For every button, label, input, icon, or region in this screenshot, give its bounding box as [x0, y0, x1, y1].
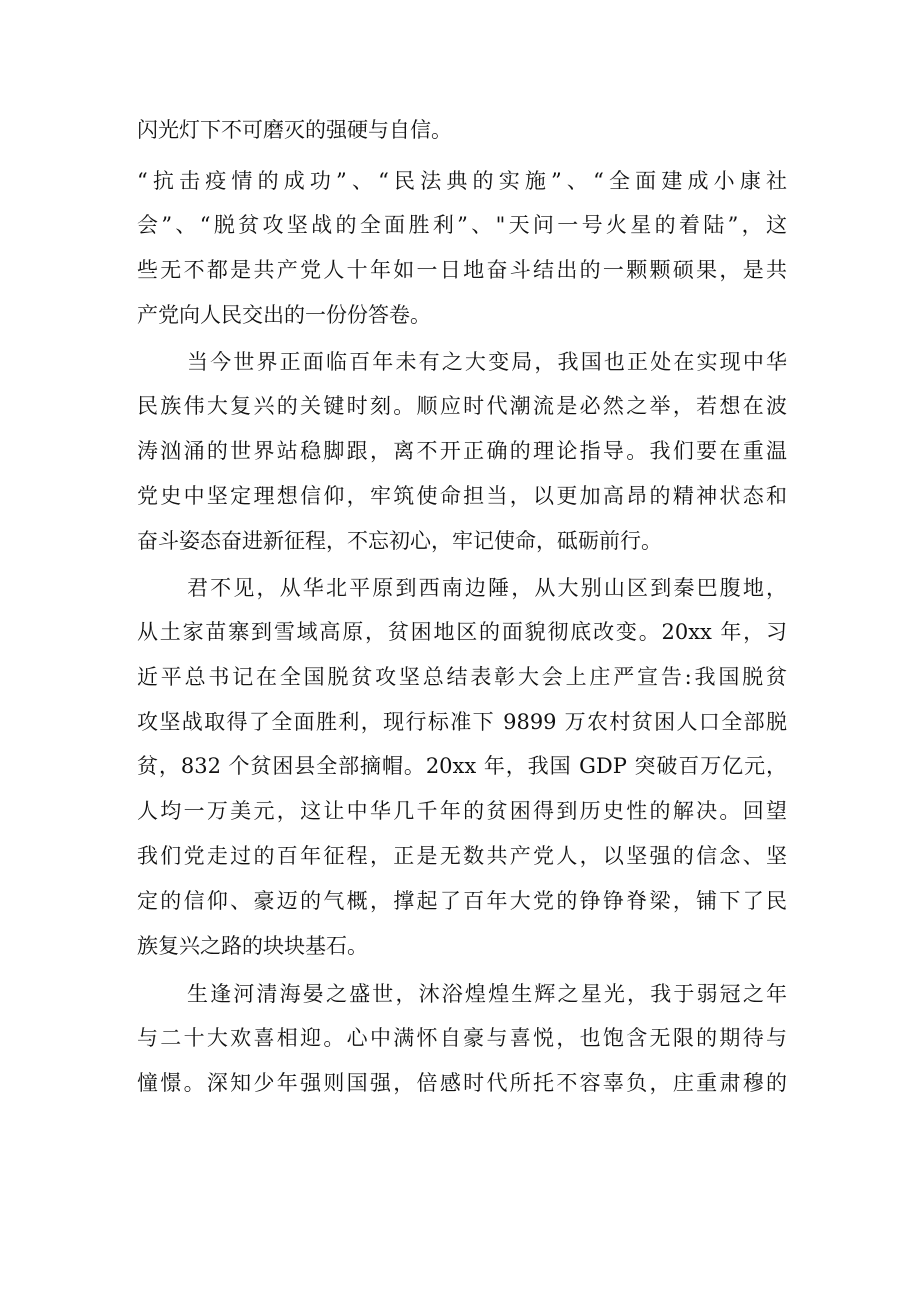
text-line: 与二十大欢喜相迎。心中满怀自豪与喜悦，也饱含无限的期待与 — [137, 1026, 787, 1050]
text-line: “抗击疫情的成功”、“民法典的实施”、“全面建成小康社 — [137, 169, 787, 193]
text-line: 贫，832 个贫困县全部摘帽。20xx 年，我国 GDP 突破百万亿元， — [137, 754, 787, 778]
text-line: 憧憬。深知少年强则国强，倍感时代所托不容辜负，庄重肃穆的 — [137, 1071, 787, 1095]
text-line: 党史中坚定理想信仰，牢筑使命担当，以更加高昂的精神状态和 — [137, 484, 787, 508]
text-line: 从土家苗寨到雪域高原，贫困地区的面貌彻底改变。20xx 年，习 — [137, 620, 787, 644]
text-line: 涛汹涌的世界站稳脚跟，离不开正确的理论指导。我们要在重温 — [137, 439, 787, 463]
text-line: 闪光灯下不可磨灭的强硬与自信。 — [137, 118, 452, 142]
text-line: 生逢河清海晏之盛世，沐浴煌煌生辉之星光，我于弱冠之年 — [187, 982, 787, 1006]
text-line: 民族伟大复兴的关键时刻。顺应时代潮流是必然之举，若想在波 — [137, 394, 787, 418]
text-line: 族复兴之路的块块基石。 — [137, 934, 368, 958]
text-line: 攻坚战取得了全面胜利，现行标准下 9899 万农村贫困人口全部脱 — [137, 710, 787, 734]
text-line: 当今世界正面临百年未有之大变局，我国也正处在实现中华 — [187, 350, 787, 374]
text-line: 近平总书记在全国脱贫攻坚总结表彰大会上庄严宣告:我国脱贫 — [137, 665, 787, 689]
text-line: 奋斗姿态奋进新征程，不忘初心，牢记使命，砥砺前行。 — [137, 529, 662, 553]
text-line: 会”、“脱贫攻坚战的全面胜利”、"天问一号火星的着陆”，这 — [137, 213, 787, 237]
text-line: 人均一万美元，这让中华几千年的贫困得到历史性的解决。回望 — [137, 799, 787, 823]
text-line: 我们党走过的百年征程，正是无数共产党人，以坚强的信念、坚 — [137, 844, 787, 868]
text-line: 定的信仰、豪迈的气概，撑起了百年大党的铮铮脊梁，铺下了民 — [137, 889, 787, 913]
text-line: 产党向人民交出的一份份答卷。 — [137, 303, 431, 327]
text-line: 君不见，从华北平原到西南边陲，从大别山区到秦巴腹地， — [187, 576, 787, 600]
text-line: 些无不都是共产党人十年如一日地奋斗结出的一颗颗硕果，是共 — [137, 258, 787, 282]
